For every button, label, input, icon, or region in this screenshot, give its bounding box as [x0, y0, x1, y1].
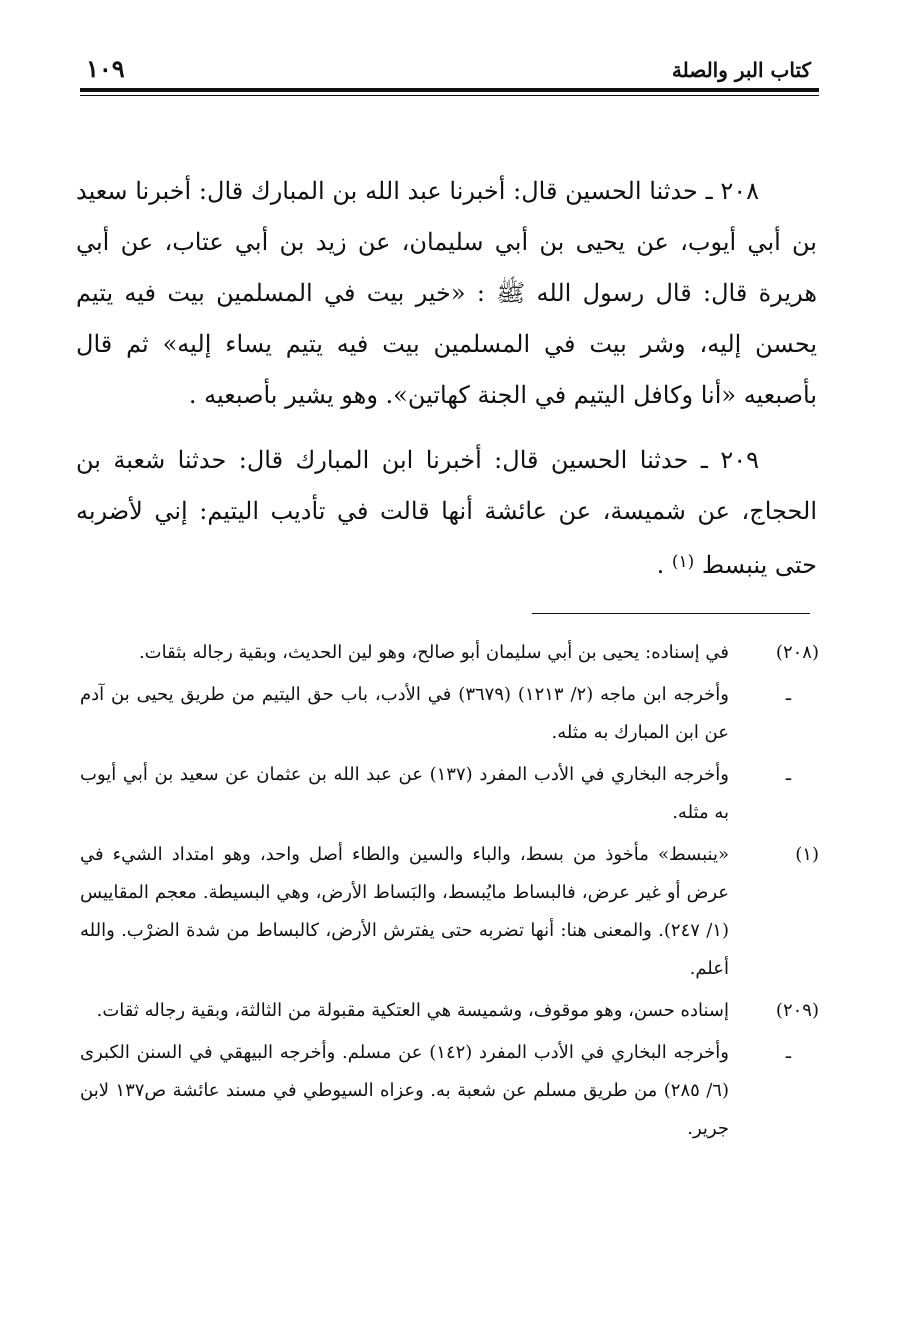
- footnote-text: وأخرجه البخاري في الأدب المفرد (١٤٢) عن مسلم. وأخرجه البيهقي في السنن الكبرى (٦/ ٢٨٥) من طريق مسلم عن شعبة به. وعزاه السيوطي في مسند عائشة ص١٣٧ لابن جرير.: [80, 1042, 729, 1139]
- footnote-209: [80, 992, 819, 1030]
- footnote-text: إسناده حسن، وهو موقوف، وشميسة هي العتكية مقبولة من الثالثة، وبقية رجاله ثقات.: [96, 1000, 729, 1021]
- footnote-mark: (٢٠٨): [775, 642, 819, 663]
- footnotes: [80, 634, 819, 1152]
- footnote-text: وأخرجه ابن ماجه (٢/ ١٢١٣) (٣٦٧٩) في الأدب، باب حق اليتيم من طريق يحيى بن آدم عن ابن المبارك به مثله.: [80, 684, 729, 743]
- hadith-209: [76, 435, 817, 591]
- footnote-1: [80, 836, 819, 988]
- footnote-reference: (١): [671, 552, 695, 572]
- footnote-dash: ـ: [785, 1042, 791, 1063]
- footnote-text: في إسناده: يحيى بن أبي سليمان أبو صالح، وهو لين الحديث، وبقية رجاله بثقات.: [138, 642, 729, 663]
- footnote-text: وأخرجه البخاري في الأدب المفرد (١٣٧) عن عبد الله بن عثمان عن سعيد بن أبي أيوب به مثله.: [80, 764, 729, 823]
- footnote-separator: [532, 613, 810, 614]
- running-header: [80, 52, 819, 92]
- page-number: ١٠٩: [86, 54, 125, 83]
- header-rule-thin: [80, 95, 819, 96]
- chapter-title: كتاب البر والصلة: [671, 58, 811, 82]
- hadith-209-end: .: [656, 551, 672, 579]
- header-rule-thick: [80, 88, 819, 92]
- footnote-mark: (٢٠٩): [775, 1000, 819, 1021]
- hadith-208-text: ٢٠٨ ـ حدثنا الحسين قال: أخبرنا عبد الله بن المبارك قال: أخبرنا سعيد بن أبي أيوب، عن يحيى بن أبي سليمان، عن زيد بن أبي عتاب، عن أبي هريرة قال: قال رسول الله ﷺ : «خير بيت في المسلمين بيت فيه يتيم يحسن إليه، وشر بيت في المسلمين بيت فيه يتيم يساء إليه» ثم قال بأصبعيه «أنا وكافل اليتيم في الجنة كهاتين». وهو يشير بأصبعيه .: [76, 177, 817, 409]
- hadith-209-text: ٢٠٩ ـ حدثنا الحسين قال: أخبرنا ابن المبارك قال: حدثنا شعبة بن الحجاج، عن شميسة، عن عائشة أنها قالت في تأديب اليتيم: إني لأضربه حتى ينبسط: [76, 446, 817, 579]
- footnote-text: «ينبسط» مأخوذ من بسط، والباء والسين والطاء أصل واحد، وهو امتداد الشيء في عرض أو غير عرض، فالبساط مايُبسط، والبَساط الأرض، وهي البسيطة. معجم المقاييس (١/ ٢٤٧). والمعنى هنا: أنها تضربه حتى يفترش الأرض، كالبساط من شدة الضرْب. والله أعلم.: [80, 844, 729, 979]
- footnote-dash: ـ: [785, 764, 791, 785]
- footnote-208-bukhari: [80, 756, 819, 832]
- main-text: [76, 166, 817, 591]
- footnote-208: [80, 634, 819, 672]
- footnote-208-ibn-majah: [80, 676, 819, 752]
- footnote-mark: (١): [795, 844, 819, 865]
- footnote-dash: ـ: [785, 684, 791, 705]
- footnote-209-bukhari: [80, 1034, 819, 1148]
- hadith-208: [76, 166, 817, 421]
